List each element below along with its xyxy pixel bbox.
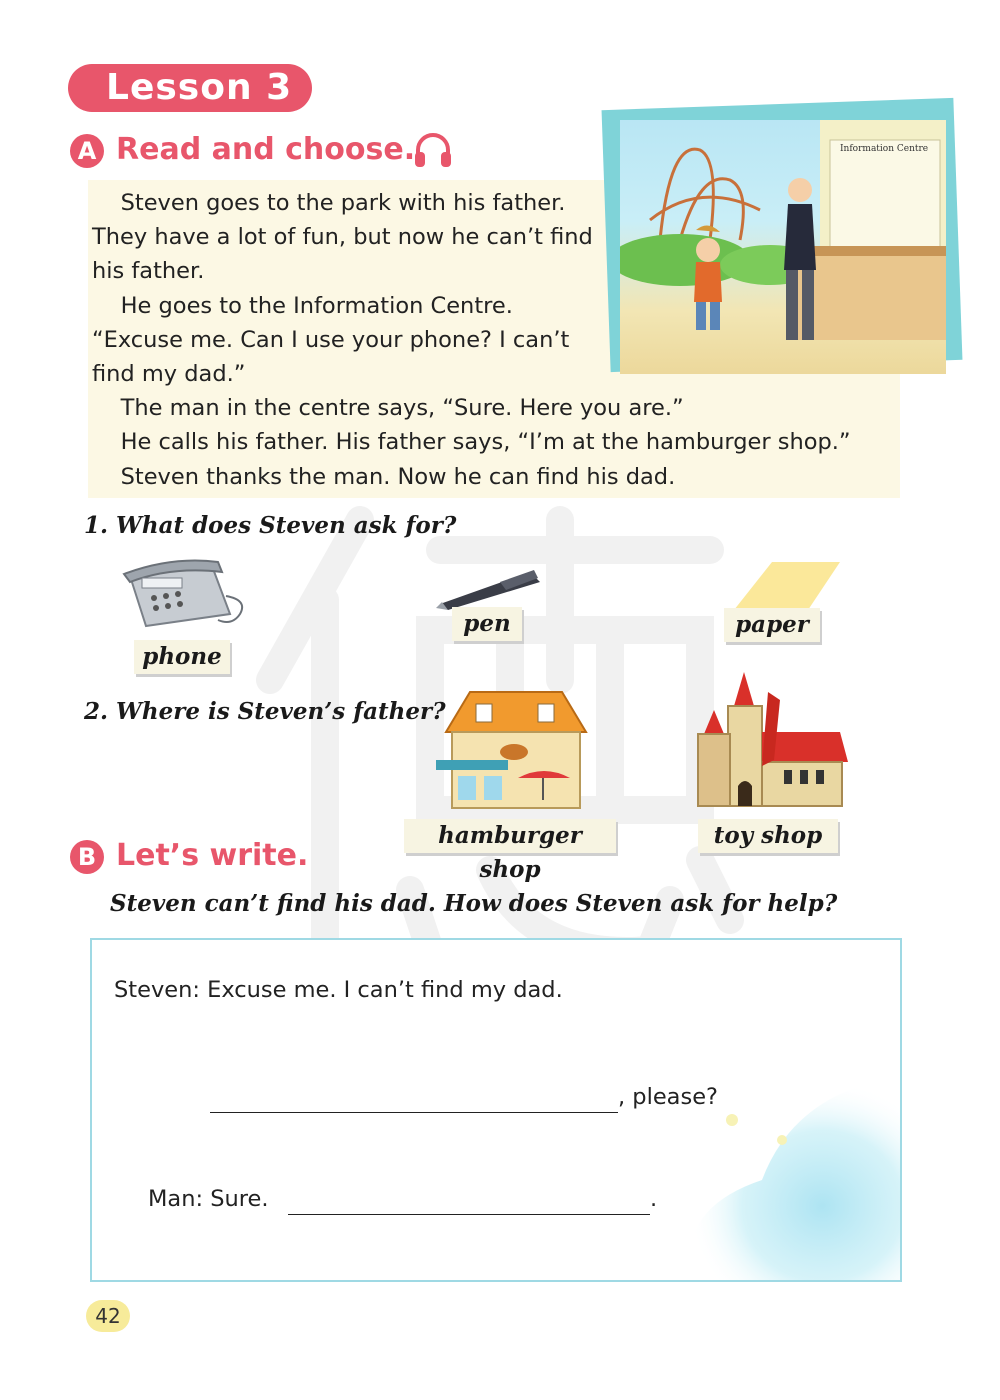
answer-blank-1[interactable]: [210, 1086, 618, 1113]
dialogue-line-man: Man: Sure.: [148, 1186, 269, 1212]
hamburger-shop-icon: [432, 686, 598, 812]
passage-line: The man in the centre says, “Sure. Here you are.”: [92, 395, 684, 422]
dialogue-please: , please?: [618, 1084, 718, 1110]
passage-line: They have a lot of fun, but now he can’t find: [92, 224, 593, 251]
passage-line: find my dad.”: [92, 361, 246, 388]
section-b-badge: B: [70, 840, 104, 874]
passage-line: Steven thanks the man. Now he can find his dad.: [92, 463, 676, 490]
telephone-icon: [122, 556, 254, 632]
section-b-title: Let’s write.: [116, 838, 309, 873]
question-1: 1. What does Steven ask for?: [84, 512, 457, 539]
headphones-icon[interactable]: [412, 130, 454, 170]
passage-line: his father.: [92, 258, 205, 285]
toy-shop-icon: [684, 670, 848, 812]
option-hamburger-shop[interactable]: hamburger shop: [404, 819, 616, 853]
lesson-title: Lesson 3: [68, 64, 312, 112]
option-phone[interactable]: phone: [134, 640, 230, 674]
dialogue-period: .: [650, 1186, 658, 1212]
option-pen[interactable]: pen: [452, 607, 522, 641]
passage-line: He calls his father. His father says, “I’m at the hamburger shop.”: [92, 429, 851, 456]
reading-passage: [92, 186, 912, 494]
passage-line: He goes to the Information Centre.: [92, 292, 513, 319]
pen-icon: [434, 560, 546, 612]
writing-prompt: Steven can’t find his dad. How does Steven ask for help?: [110, 890, 838, 917]
option-paper[interactable]: paper: [724, 608, 820, 642]
section-a-badge: A: [70, 134, 104, 168]
option-toy-shop[interactable]: toy shop: [698, 819, 838, 853]
section-a-title: Read and choose.: [116, 132, 416, 167]
question-2: 2. Where is Steven’s father?: [84, 698, 446, 725]
passage-line: “Excuse me. Can I use your phone? I can’t: [92, 326, 570, 353]
information-centre-sign: Information Centre: [840, 144, 929, 154]
passage-line: Steven goes to the park with his father.: [92, 190, 566, 216]
dialogue-line-steven: Steven: Excuse me. I can’t find my dad.: [114, 977, 563, 1003]
page-number: 42: [86, 1300, 130, 1332]
answer-blank-2[interactable]: [288, 1188, 650, 1215]
